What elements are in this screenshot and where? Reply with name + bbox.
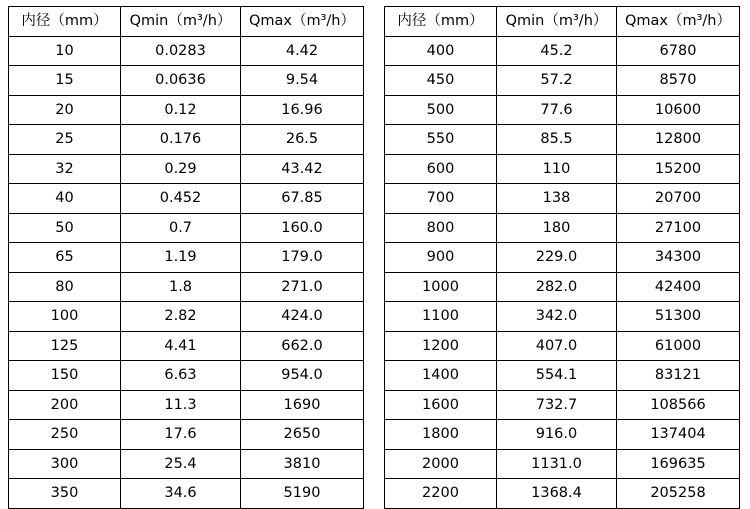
table-row (9, 302, 364, 332)
right-flow-table (384, 6, 740, 509)
cell-inner-diameter: 2200 (385, 479, 497, 509)
table-row (385, 125, 740, 155)
table-row (385, 243, 740, 273)
cell-inner-diameter: 10 (9, 36, 121, 66)
cell-qmax: 20700 (617, 184, 740, 214)
cell-inner-diameter: 15 (9, 66, 121, 96)
cell-qmax: 2650 (241, 420, 364, 450)
table-row (9, 361, 364, 391)
column-header-inner-diameter: 内径（mm） (385, 7, 497, 37)
cell-qmax: 3810 (241, 449, 364, 479)
cell-qmin: 0.12 (121, 95, 241, 125)
cell-qmin: 6.63 (121, 361, 241, 391)
table-row (385, 390, 740, 420)
cell-qmax: 34300 (617, 243, 740, 273)
cell-qmin: 229.0 (497, 243, 617, 273)
cell-qmin: 34.6 (121, 479, 241, 509)
cell-qmin: 407.0 (497, 331, 617, 361)
table-row (9, 449, 364, 479)
cell-qmin: 45.2 (497, 36, 617, 66)
cell-qmax: 51300 (617, 302, 740, 332)
cell-inner-diameter: 500 (385, 95, 497, 125)
cell-qmin: 0.29 (121, 154, 241, 184)
table-row (385, 420, 740, 450)
cell-qmin: 1368.4 (497, 479, 617, 509)
table-row (385, 331, 740, 361)
cell-qmax: 83121 (617, 361, 740, 391)
table-row (385, 95, 740, 125)
cell-qmin: 180 (497, 213, 617, 243)
cell-qmax: 1690 (241, 390, 364, 420)
cell-qmax: 10600 (617, 95, 740, 125)
cell-qmax: 16.96 (241, 95, 364, 125)
cell-qmax: 4.42 (241, 36, 364, 66)
cell-qmax: 9.54 (241, 66, 364, 96)
cell-inner-diameter: 65 (9, 243, 121, 273)
cell-qmax: 26.5 (241, 125, 364, 155)
table-row (385, 213, 740, 243)
table-row (9, 36, 364, 66)
cell-qmin: 0.0283 (121, 36, 241, 66)
table-row (385, 272, 740, 302)
cell-qmin: 2.82 (121, 302, 241, 332)
cell-inner-diameter: 25 (9, 125, 121, 155)
cell-qmin: 732.7 (497, 390, 617, 420)
cell-inner-diameter: 550 (385, 125, 497, 155)
table-row (9, 66, 364, 96)
table-row (9, 331, 364, 361)
cell-qmin: 1.8 (121, 272, 241, 302)
cell-qmax: 12800 (617, 125, 740, 155)
cell-qmax: 954.0 (241, 361, 364, 391)
cell-qmax: 15200 (617, 154, 740, 184)
cell-qmax: 6780 (617, 36, 740, 66)
cell-qmin: 85.5 (497, 125, 617, 155)
cell-qmin: 57.2 (497, 66, 617, 96)
cell-qmin: 17.6 (121, 420, 241, 450)
cell-qmax: 61000 (617, 331, 740, 361)
cell-qmin: 138 (497, 184, 617, 214)
cell-qmax: 160.0 (241, 213, 364, 243)
cell-inner-diameter: 100 (9, 302, 121, 332)
table-row (9, 272, 364, 302)
cell-qmin: 282.0 (497, 272, 617, 302)
column-header-inner-diameter: 内径（mm） (9, 7, 121, 37)
table-row (9, 390, 364, 420)
table-row (385, 66, 740, 96)
right-table-body (385, 36, 740, 508)
cell-qmin: 0.176 (121, 125, 241, 155)
column-header-qmax: Qmax（m³/h） (617, 7, 740, 37)
cell-inner-diameter: 600 (385, 154, 497, 184)
cell-inner-diameter: 50 (9, 213, 121, 243)
cell-qmax: 137404 (617, 420, 740, 450)
cell-inner-diameter: 1100 (385, 302, 497, 332)
table-row (9, 95, 364, 125)
table-row (9, 154, 364, 184)
cell-qmax: 43.42 (241, 154, 364, 184)
cell-qmax: 205258 (617, 479, 740, 509)
cell-qmax: 42400 (617, 272, 740, 302)
cell-qmax: 271.0 (241, 272, 364, 302)
cell-inner-diameter: 800 (385, 213, 497, 243)
cell-inner-diameter: 200 (9, 390, 121, 420)
cell-inner-diameter: 1600 (385, 390, 497, 420)
table-row (385, 36, 740, 66)
table-row (9, 184, 364, 214)
cell-inner-diameter: 2000 (385, 449, 497, 479)
table-row (9, 243, 364, 273)
cell-qmin: 4.41 (121, 331, 241, 361)
table-header-row (9, 7, 364, 37)
cell-inner-diameter: 700 (385, 184, 497, 214)
cell-qmax: 5190 (241, 479, 364, 509)
cell-inner-diameter: 250 (9, 420, 121, 450)
table-row (385, 154, 740, 184)
cell-inner-diameter: 1000 (385, 272, 497, 302)
cell-inner-diameter: 1400 (385, 361, 497, 391)
table-row (385, 361, 740, 391)
cell-qmin: 11.3 (121, 390, 241, 420)
cell-qmax: 8570 (617, 66, 740, 96)
cell-qmin: 916.0 (497, 420, 617, 450)
cell-qmin: 1.19 (121, 243, 241, 273)
cell-qmax: 662.0 (241, 331, 364, 361)
cell-qmax: 169635 (617, 449, 740, 479)
cell-inner-diameter: 40 (9, 184, 121, 214)
cell-inner-diameter: 20 (9, 95, 121, 125)
column-header-qmin: Qmin（m³/h） (121, 7, 241, 37)
cell-inner-diameter: 1800 (385, 420, 497, 450)
table-header-row (385, 7, 740, 37)
cell-inner-diameter: 450 (385, 66, 497, 96)
cell-qmin: 1131.0 (497, 449, 617, 479)
cell-qmin: 0.0636 (121, 66, 241, 96)
left-table-body (9, 36, 364, 508)
cell-qmin: 0.7 (121, 213, 241, 243)
cell-qmax: 27100 (617, 213, 740, 243)
table-row (9, 213, 364, 243)
table-row (9, 420, 364, 450)
cell-qmax: 179.0 (241, 243, 364, 273)
column-header-qmax: Qmax（m³/h） (241, 7, 364, 37)
table-row (385, 449, 740, 479)
left-flow-table (8, 6, 364, 509)
cell-qmin: 0.452 (121, 184, 241, 214)
table-row (385, 302, 740, 332)
cell-inner-diameter: 1200 (385, 331, 497, 361)
cell-qmin: 554.1 (497, 361, 617, 391)
cell-qmax: 424.0 (241, 302, 364, 332)
table-row (9, 125, 364, 155)
cell-inner-diameter: 300 (9, 449, 121, 479)
cell-inner-diameter: 150 (9, 361, 121, 391)
cell-inner-diameter: 125 (9, 331, 121, 361)
cell-inner-diameter: 80 (9, 272, 121, 302)
table-row (385, 184, 740, 214)
cell-qmax: 108566 (617, 390, 740, 420)
cell-qmin: 77.6 (497, 95, 617, 125)
cell-inner-diameter: 900 (385, 243, 497, 273)
cell-qmin: 25.4 (121, 449, 241, 479)
cell-inner-diameter: 32 (9, 154, 121, 184)
cell-inner-diameter: 400 (385, 36, 497, 66)
cell-qmin: 110 (497, 154, 617, 184)
column-header-qmin: Qmin（m³/h） (497, 7, 617, 37)
cell-qmin: 342.0 (497, 302, 617, 332)
cell-inner-diameter: 350 (9, 479, 121, 509)
cell-qmax: 67.85 (241, 184, 364, 214)
